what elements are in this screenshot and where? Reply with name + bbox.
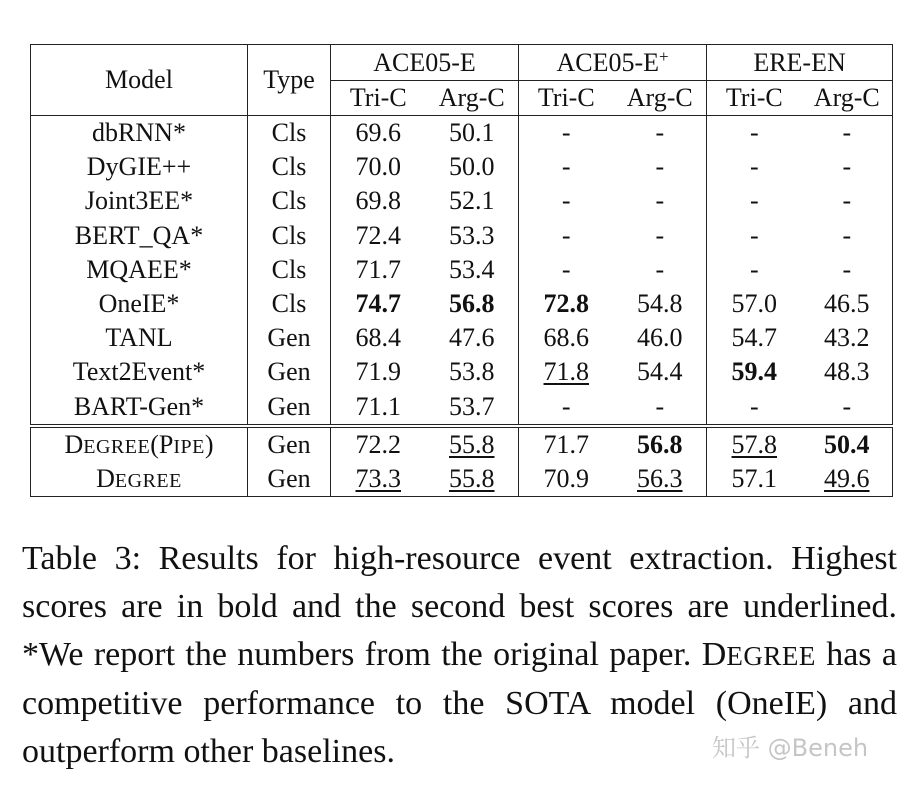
table-row (31, 219, 893, 253)
score-value: - (561, 220, 571, 250)
score-cell (426, 462, 519, 497)
header-group-ace05e: ACE05-E (331, 45, 519, 81)
model-name (31, 184, 248, 218)
header-arg-c: Arg-C (426, 81, 519, 116)
caption-sc-rest: EGREE (726, 641, 816, 671)
model-name (31, 150, 248, 184)
score-value: 46.5 (824, 289, 870, 319)
score-cell (331, 390, 426, 426)
score-cell (614, 253, 707, 287)
score-value: - (561, 391, 571, 421)
score-cell (331, 116, 426, 151)
score-cell (519, 355, 614, 389)
score-cell (519, 253, 614, 287)
model-type: Cls (248, 150, 331, 184)
score-value: 56.3 (637, 463, 683, 493)
score-value: - (655, 391, 665, 421)
model-type: Cls (248, 287, 331, 321)
model-name-part: MQAEE* (86, 254, 192, 284)
score-cell (331, 219, 426, 253)
score-cell (802, 184, 893, 218)
model-name-part: EGREE (114, 469, 182, 492)
score-cell (519, 321, 614, 355)
table-row (31, 150, 893, 184)
model-name-part: DyGIE++ (86, 152, 192, 182)
score-cell (426, 184, 519, 218)
score-value: 68.4 (355, 323, 401, 353)
model-name (31, 462, 248, 497)
score-cell (519, 219, 614, 253)
score-cell (802, 219, 893, 253)
score-value: 68.6 (543, 323, 590, 353)
score-cell (426, 116, 519, 151)
score-value: - (655, 152, 665, 182)
caption-text-2: has a competitive performance to the SOTA model (OneIE) and outperform other baselines. (22, 636, 897, 770)
score-value: 56.8 (637, 429, 683, 459)
score-cell (519, 150, 614, 184)
score-value: 72.2 (355, 429, 401, 459)
model-type: Cls (248, 219, 331, 253)
score-cell (331, 253, 426, 287)
header-type: Type (248, 45, 331, 116)
score-value: - (561, 152, 571, 182)
model-type: Cls (248, 116, 331, 151)
score-cell (614, 184, 707, 218)
score-cell (707, 150, 802, 184)
score-cell (802, 253, 893, 287)
score-cell (707, 253, 802, 287)
model-type: Gen (248, 321, 331, 355)
score-value: - (561, 118, 571, 148)
score-cell (426, 253, 519, 287)
model-name (31, 116, 248, 151)
model-type: Gen (248, 426, 331, 462)
table-row (31, 462, 893, 497)
table-row (31, 253, 893, 287)
score-value: 59.4 (731, 357, 778, 387)
score-value: 71.1 (355, 391, 401, 421)
score-value: 55.8 (449, 429, 495, 459)
score-cell (519, 426, 614, 462)
model-type: Gen (248, 355, 331, 389)
score-cell (707, 355, 802, 389)
score-value: 57.1 (731, 463, 778, 493)
score-value: - (561, 254, 571, 284)
score-value: 53.3 (449, 220, 495, 250)
model-name-part: BART-Gen* (73, 391, 205, 421)
model-name-part: dbRNN* (92, 118, 186, 148)
header-row-groups (31, 45, 893, 81)
table-row (31, 321, 893, 355)
model-name-part: TANL (105, 323, 173, 353)
score-value: - (655, 118, 665, 148)
score-cell (802, 462, 893, 497)
score-cell (614, 355, 707, 389)
score-cell (614, 390, 707, 426)
model-type: Cls (248, 253, 331, 287)
model-type: Gen (248, 462, 331, 497)
model-type: Gen (248, 390, 331, 426)
score-cell (802, 287, 893, 321)
score-cell (802, 150, 893, 184)
score-value: - (749, 152, 759, 182)
score-cell (614, 150, 707, 184)
score-value: 53.8 (449, 357, 495, 387)
score-value: - (749, 220, 759, 250)
score-value: - (842, 254, 852, 284)
header-group-ere-en: ERE-EN (707, 45, 893, 81)
watermark: 知乎 @Beneh (712, 734, 869, 762)
score-cell (519, 462, 614, 497)
caption-text-1: Table 3: Results for high-resource event extraction. Highest scores are in bold and the second best scores are underlined. *We report the numbers from the original paper. (22, 540, 897, 673)
score-cell (426, 287, 519, 321)
score-value: 56.8 (449, 289, 495, 319)
score-cell (707, 219, 802, 253)
score-value: 71.8 (543, 357, 590, 387)
score-value: - (749, 391, 759, 421)
score-value: 55.8 (449, 463, 495, 493)
score-value: 69.6 (355, 118, 401, 148)
score-value: - (842, 220, 852, 250)
score-cell (519, 116, 614, 151)
score-value: 71.7 (355, 254, 401, 284)
table-row (31, 426, 893, 462)
model-name-part: OneIE* (98, 289, 180, 319)
score-value: - (749, 186, 759, 216)
score-cell (707, 426, 802, 462)
score-cell (614, 426, 707, 462)
score-value: - (561, 186, 571, 216)
score-cell (331, 150, 426, 184)
score-cell (802, 355, 893, 389)
model-name-part: Text2Event* (72, 357, 206, 387)
score-cell (614, 219, 707, 253)
header-tri-c: Tri-C (331, 81, 426, 116)
model-name (31, 426, 248, 462)
score-cell (331, 426, 426, 462)
score-cell (707, 184, 802, 218)
score-value: 57.0 (731, 289, 778, 319)
score-cell (519, 390, 614, 426)
score-value: 50.1 (449, 118, 495, 148)
score-value: 48.3 (824, 357, 870, 387)
score-cell (426, 390, 519, 426)
score-value: - (655, 186, 665, 216)
score-value: - (842, 186, 852, 216)
table-row (31, 355, 893, 389)
score-value: 72.8 (543, 289, 590, 319)
score-cell (707, 116, 802, 151)
caption-sc-d: D (701, 636, 727, 673)
score-value: - (842, 391, 852, 421)
model-name-part: IPE (173, 435, 205, 458)
score-cell (331, 184, 426, 218)
plus-superscript: + (659, 46, 669, 66)
score-cell (519, 184, 614, 218)
model-name-part: Joint3EE* (84, 186, 194, 216)
score-value: 46.0 (637, 323, 683, 353)
model-name (31, 219, 248, 253)
score-cell (426, 150, 519, 184)
score-cell (614, 321, 707, 355)
table-row (31, 116, 893, 151)
score-cell (802, 116, 893, 151)
score-cell (707, 390, 802, 426)
score-cell (707, 462, 802, 497)
score-value: 71.9 (355, 357, 401, 387)
header-arg-c: Arg-C (614, 81, 707, 116)
score-cell (802, 390, 893, 426)
score-value: 49.6 (824, 463, 870, 493)
score-value: - (842, 152, 852, 182)
model-name (31, 355, 248, 389)
header-tri-c: Tri-C (519, 81, 614, 116)
results-table (30, 44, 893, 497)
results-body (31, 116, 893, 497)
score-cell (426, 355, 519, 389)
score-cell (331, 462, 426, 497)
score-value: - (749, 254, 759, 284)
model-name (31, 321, 248, 355)
model-name-part: ) (204, 429, 214, 459)
score-cell (331, 287, 426, 321)
table-row (31, 390, 893, 426)
score-value: 47.6 (449, 323, 495, 353)
header-arg-c: Arg-C (802, 81, 893, 116)
score-cell (331, 321, 426, 355)
score-cell (614, 287, 707, 321)
model-name (31, 287, 248, 321)
score-cell (707, 321, 802, 355)
score-value: 72.4 (355, 220, 401, 250)
score-value: - (749, 118, 759, 148)
score-value: - (655, 254, 665, 284)
table-row (31, 184, 893, 218)
model-name (31, 390, 248, 426)
model-name-part: BERT_QA* (74, 220, 204, 250)
model-type: Cls (248, 184, 331, 218)
table-row (31, 287, 893, 321)
score-cell (519, 287, 614, 321)
model-name-part: D (64, 429, 84, 459)
score-value: 54.8 (637, 289, 683, 319)
header-tri-c: Tri-C (707, 81, 802, 116)
header-model: Model (31, 45, 248, 116)
score-cell (426, 219, 519, 253)
model-name-part: EGREE (83, 435, 151, 458)
score-value: 70.0 (355, 152, 401, 182)
score-value: 70.9 (543, 463, 590, 493)
score-cell (426, 426, 519, 462)
score-value: 52.1 (449, 186, 495, 216)
score-cell (614, 462, 707, 497)
score-cell (614, 116, 707, 151)
score-value: 54.4 (637, 357, 683, 387)
score-value: 53.4 (449, 254, 495, 284)
score-value: 50.4 (824, 429, 870, 459)
score-cell (426, 321, 519, 355)
score-value: 57.8 (731, 429, 778, 459)
score-value: - (655, 220, 665, 250)
model-name-part: D (96, 463, 115, 493)
score-cell (331, 355, 426, 389)
score-value: 53.7 (449, 391, 495, 421)
score-value: 73.3 (355, 463, 401, 493)
score-value: - (842, 118, 852, 148)
score-value: 74.7 (355, 289, 401, 319)
score-cell (802, 321, 893, 355)
score-cell (707, 287, 802, 321)
score-cell (802, 426, 893, 462)
score-value: 69.8 (355, 186, 401, 216)
model-name-part: (P (150, 429, 174, 459)
score-value: 43.2 (824, 323, 870, 353)
score-value: 54.7 (731, 323, 778, 353)
score-value: 71.7 (543, 429, 590, 459)
header-group-ace05e-plus: ACE05-E+ (519, 45, 707, 81)
score-value: 50.0 (449, 152, 495, 182)
model-name (31, 253, 248, 287)
